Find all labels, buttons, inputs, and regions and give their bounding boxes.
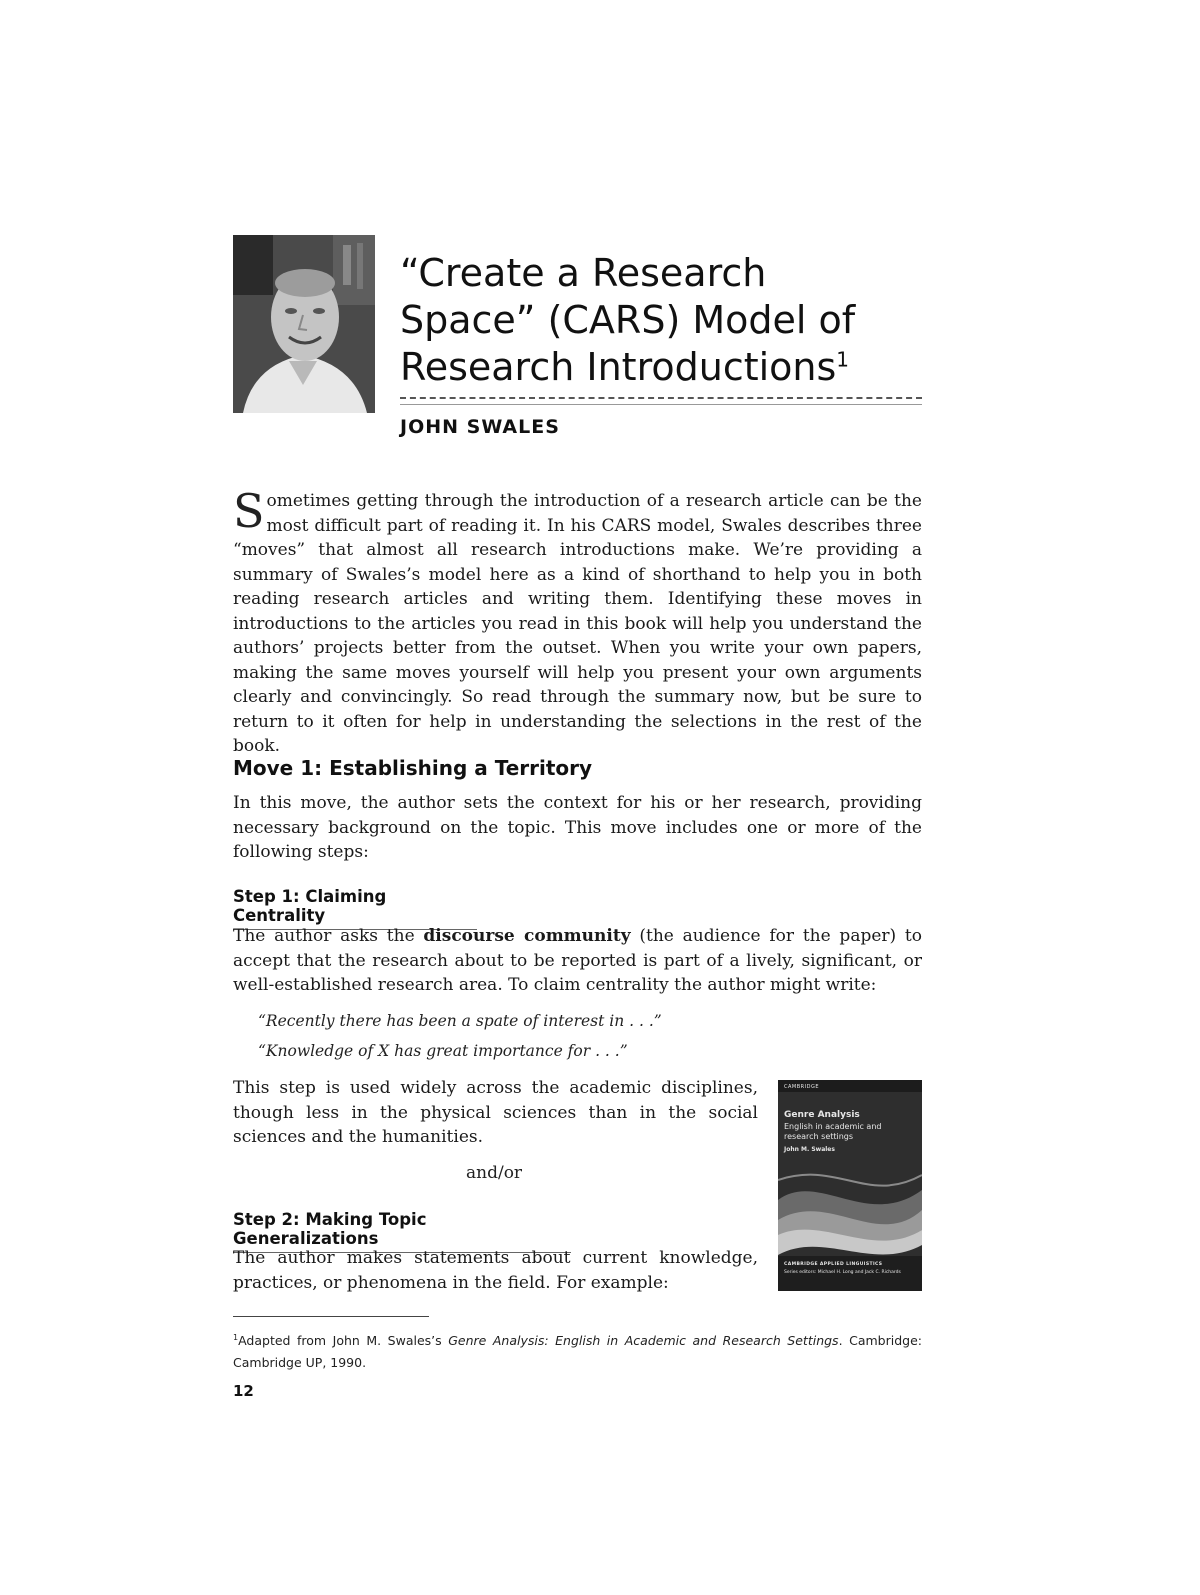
title-line-3: [400, 344, 960, 391]
footnote-book-title: Genre Analysis: English in Academic and Research Settings: [448, 1333, 839, 1349]
intro-text: ometimes getting through the introduction of a research article can be the most difficult part of reading it. In his CARS model, Swales describes three “moves” that almost all research introductions make. We’re providing a summary of Swales’s model here as a kind of shorthand to help you in both reading research articles and writing them. Identifying these moves in introductions to the articles you read in this book will help you understand the authors’ projects better from the outset. When you write your own papers, making the same moves yourself will help you present your own arguments clearly and convincingly. So read through the summary now, but be sure to return to it often for help in understanding the selections in the rest of the book.: [233, 491, 922, 756]
footnote-text-after: . Cambridge: Cambridge UP, 1990.: [233, 1333, 922, 1371]
cover-series-top: CAMBRIDGE: [784, 1084, 819, 1090]
step-1-text-after: (the audience for the paper) to accept that the research about to be reported is part of a lively, significant, or well-established research area. To claim centrality the author might write:: [233, 926, 922, 995]
example-quote-2: “Knowledge of X has great importance for . . .”: [258, 1042, 628, 1060]
title-line-3-text: Research Introductions: [400, 345, 837, 389]
page-title: [400, 250, 960, 391]
footnote: [233, 1327, 922, 1374]
author-photo: [233, 235, 375, 413]
footnote-marker: 1: [233, 1333, 239, 1342]
step-1-heading: Step 1: Claiming Centrality: [233, 887, 477, 930]
discourse-community-term: discourse community: [423, 926, 631, 946]
drop-cap: S: [233, 484, 265, 538]
cover-subtitle: English in academic and research settings: [784, 1122, 882, 1141]
cover-author: John M. Swales: [784, 1146, 835, 1153]
step-1-text-before: The author asks the: [233, 926, 424, 946]
and-or-connector: and/or: [466, 1163, 523, 1183]
cover-series: CAMBRIDGE APPLIED LINGUISTICS: [784, 1262, 883, 1267]
footnote-divider: [233, 1316, 429, 1317]
step-1-paragraph: [233, 924, 922, 998]
title-line-2: Space” (CARS) Model of: [400, 298, 856, 342]
example-quote-1: “Recently there has been a spate of interest in . . .”: [258, 1012, 662, 1030]
intro-paragraph: [233, 484, 922, 759]
step-1-note: This step is used widely across the academic disciplines, though less in the physical sciences than in the social sciences and the humanities.: [233, 1078, 758, 1147]
book-cover-image: [778, 1080, 922, 1291]
title-line-1: “Create a Research: [400, 251, 767, 295]
step-2-paragraph: The author makes statements about current knowledge, practices, or phenomena in the field. For example:: [233, 1248, 758, 1293]
step-2-heading: Step 2: Making Topic Generalizations: [233, 1210, 571, 1253]
page-number: 12: [233, 1382, 254, 1400]
footnote-text-before: Adapted from John M. Swales’s: [238, 1333, 449, 1349]
move-1-heading: Move 1: Establishing a Territory: [233, 756, 593, 780]
title-footnote-marker: 1: [836, 347, 850, 372]
author-name: JOHN SWALES: [400, 416, 560, 438]
title-divider: [400, 397, 922, 405]
cover-title: Genre Analysis: [784, 1110, 860, 1120]
cover-editors: Series editors: Michael H. Long and Jack C. Richards: [784, 1270, 901, 1275]
move-1-paragraph: In this move, the author sets the context for his or her research, providing necessary background on the topic. This move includes one or more of the following steps:: [233, 793, 922, 862]
